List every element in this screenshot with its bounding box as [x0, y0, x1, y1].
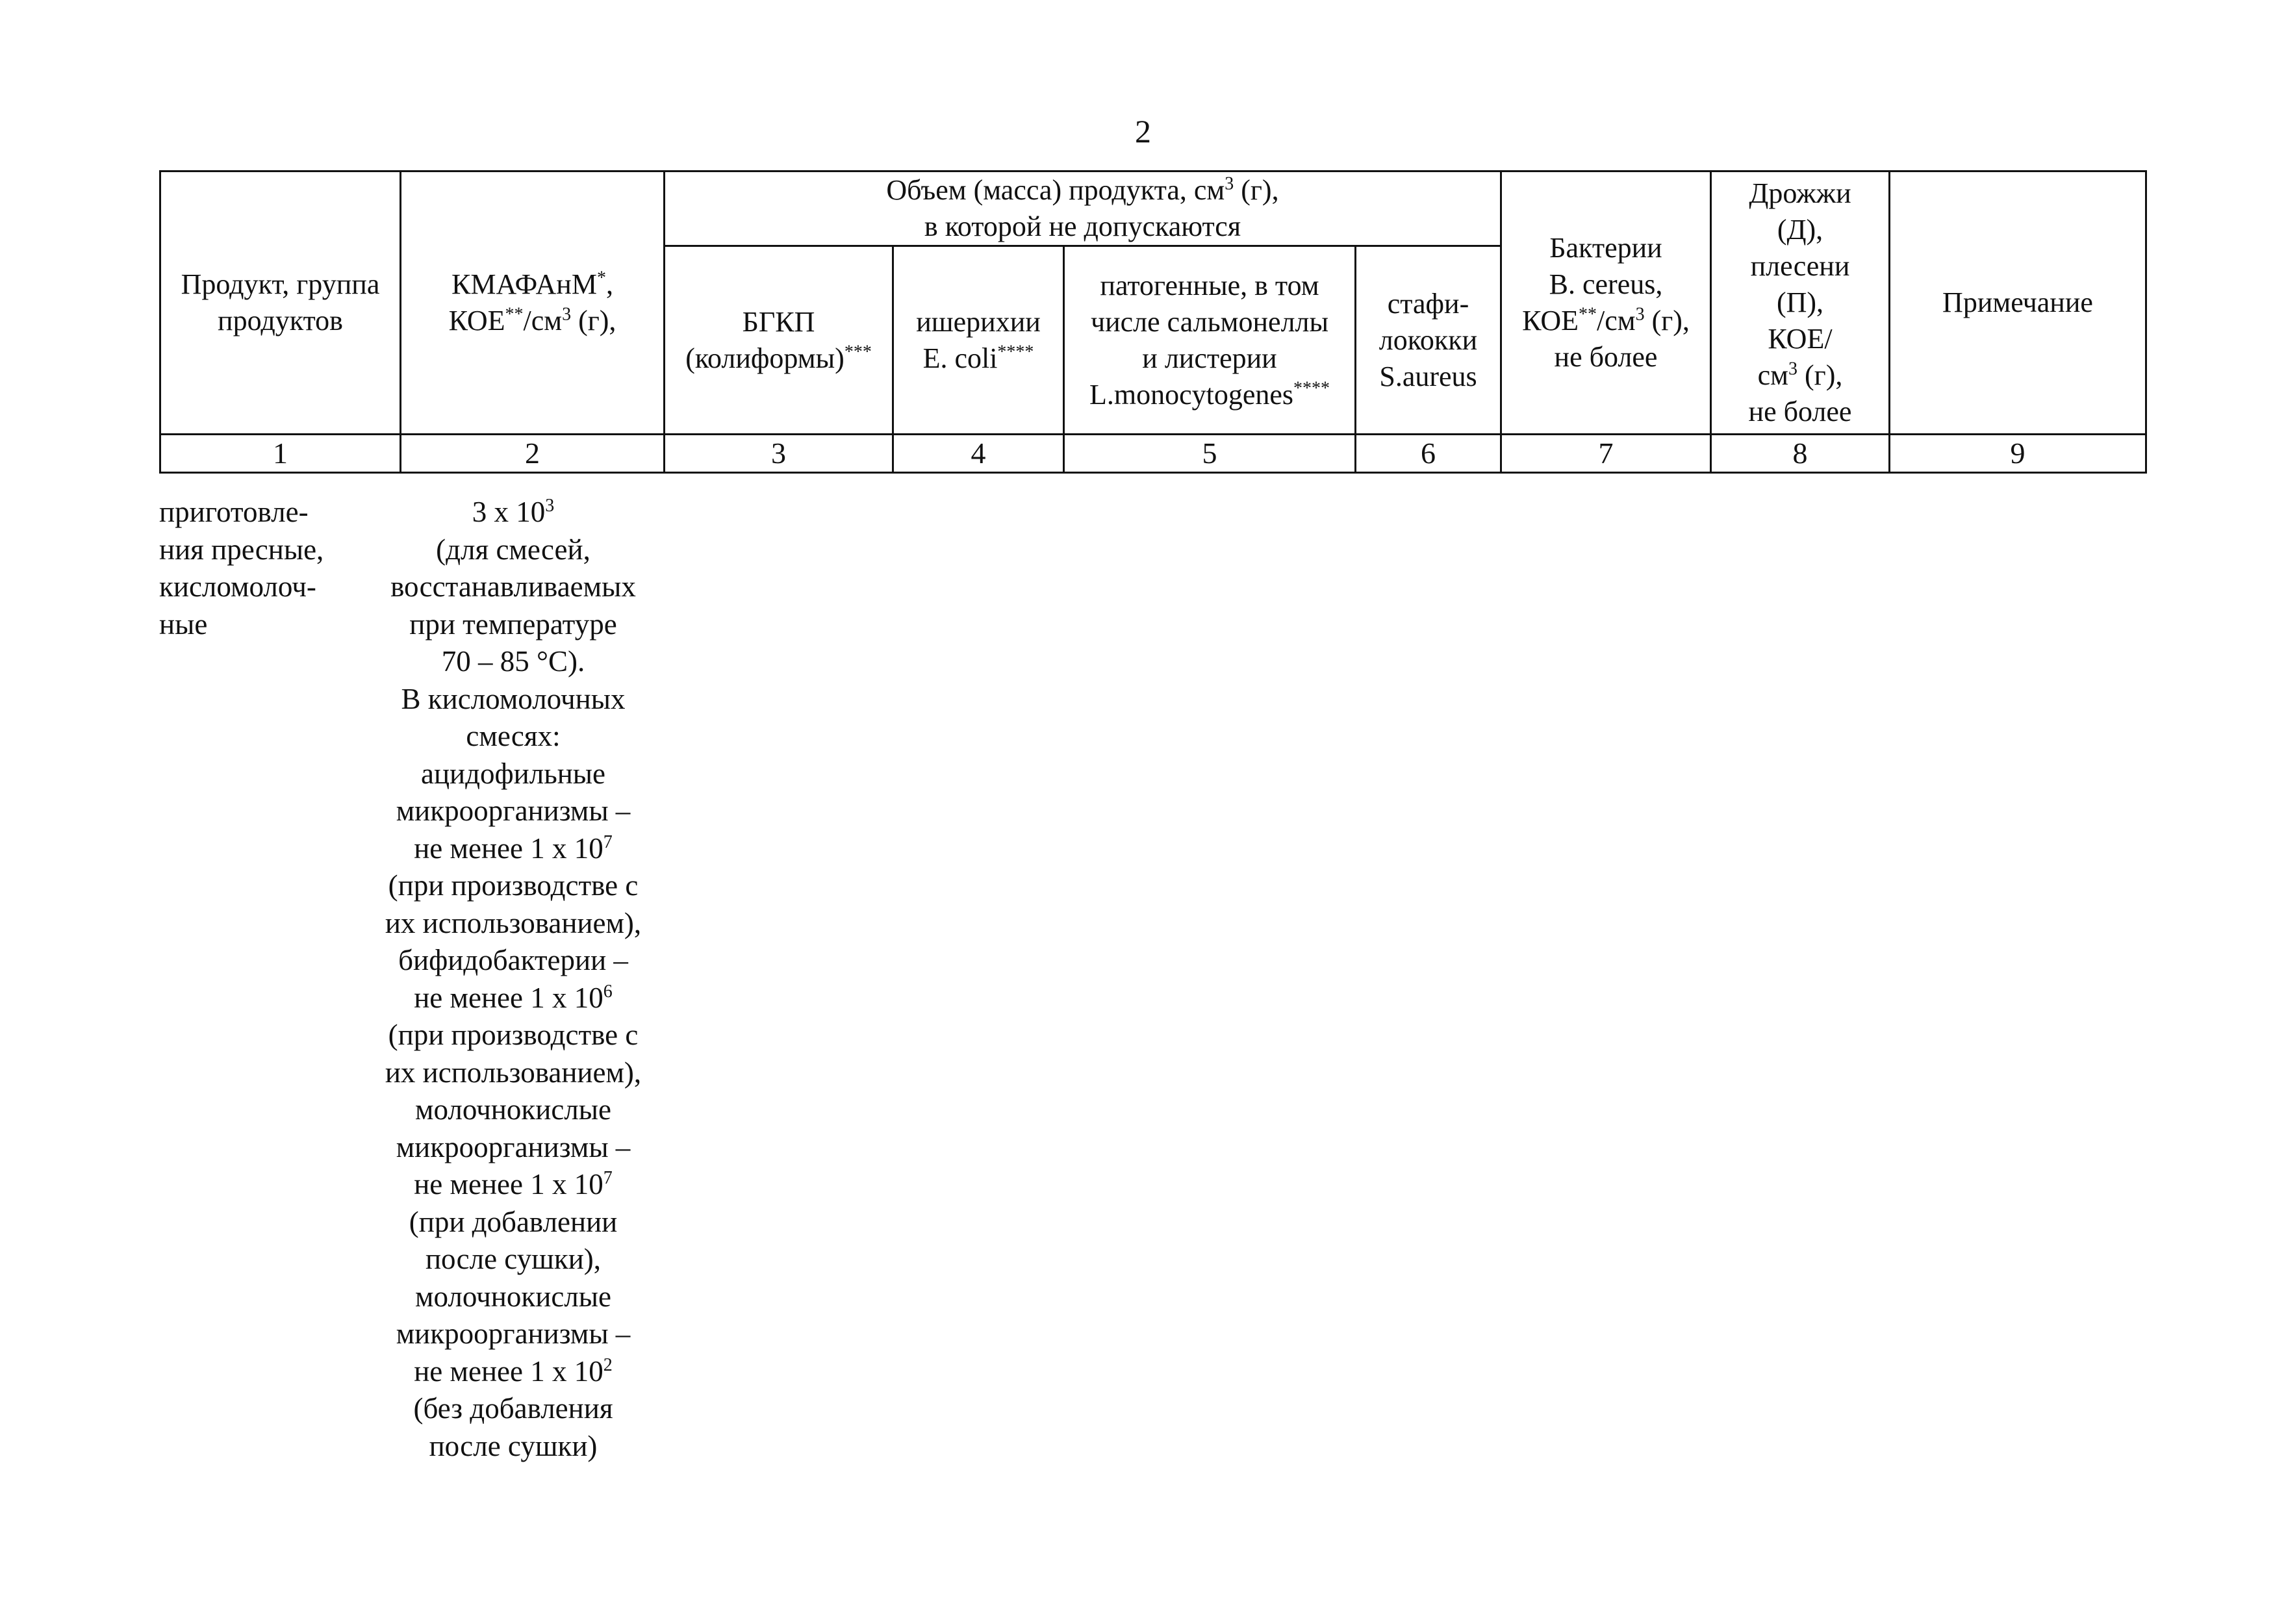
- kmafanm-text-line: при температуре: [409, 607, 617, 641]
- text-line: кисломолоч-: [159, 570, 316, 603]
- header-table: [159, 170, 2147, 474]
- kmafanm-text-line: (при добавлении: [409, 1205, 618, 1238]
- column-number: 9: [1890, 435, 2146, 473]
- header-pathogens: патогенные, в том числе сальмонеллы и листерии L.monocytogenes****: [1064, 246, 1356, 435]
- column-numbers-row: [160, 435, 2146, 473]
- page-number: 2: [1135, 113, 1151, 149]
- kmafanm-text-line: не менее 1 х $10^7$: [414, 831, 613, 865]
- kmafanm-text-line: ацидофильные: [420, 757, 606, 790]
- kmafanm-text-line: не менее 1 х $10^6$: [414, 981, 613, 1014]
- column-number: 2: [401, 435, 665, 473]
- kmafanm-text-line: микроорганизмы –: [396, 1130, 631, 1163]
- row-product-cell: [159, 494, 324, 643]
- header-staph: стафи- лококки S.aureus: [1356, 246, 1501, 435]
- kmafanm-text-line: (при производстве с: [388, 1019, 639, 1051]
- column-number: 7: [1501, 435, 1711, 473]
- kmafanm-text-line: (без добавления: [413, 1392, 613, 1425]
- column-number: 4: [893, 435, 1064, 473]
- column-number: 5: [1064, 435, 1356, 473]
- kmafanm-text-line: после сушки): [429, 1429, 598, 1462]
- kmafanm-text-line: восстанавливаемых: [390, 570, 636, 603]
- header-bgkp: БГКП (колиформы)***: [665, 246, 893, 435]
- kmafanm-text-line: смесях:: [466, 720, 561, 752]
- text-line: приготовле-: [159, 496, 309, 528]
- kmafanm-text-line: 70 – 85 °С).: [441, 645, 585, 678]
- kmafanm-text-line: их использованием),: [385, 1056, 642, 1089]
- kmafanm-text-line: (для смесей,: [436, 533, 591, 566]
- kmafanm-text-line: микроорганизмы –: [396, 794, 631, 827]
- header-bcereus: Бактерии B. cereus, $КОЕ^{**}/см^3$ (г), не более: [1501, 171, 1711, 435]
- kmafanm-text-line: микроорганизмы –: [396, 1317, 631, 1350]
- kmafanm-text-line: после сушки),: [425, 1243, 602, 1275]
- column-number: 6: [1356, 435, 1501, 473]
- column-number: 8: [1711, 435, 1890, 473]
- header-kmafanm: КМАФАнМ*, $КОЕ^{**}/см^3$ (г),: [401, 171, 665, 435]
- text-line: ные: [159, 607, 208, 641]
- text-line: ния пресные,: [159, 533, 324, 566]
- kmafanm-text-line: не менее 1 х $10^2$: [414, 1354, 613, 1388]
- kmafanm-text-line: молочнокислые: [415, 1093, 611, 1126]
- column-number: 3: [665, 435, 893, 473]
- kmafanm-text-line: не менее 1 х $10^7$: [414, 1168, 613, 1200]
- header-volume-group: Объем (масса) продукта, $см^3$ (г), в которой не допускаются: [665, 171, 1501, 246]
- kmafanm-text-line: 3 х $10^3$: [472, 496, 555, 528]
- header-ecoli: ишерихии E. coli****: [893, 246, 1064, 435]
- kmafanm-text-line: бифидобактерии –: [398, 944, 628, 976]
- row-kmafanm-cell: [364, 494, 663, 1465]
- column-number: 1: [160, 435, 401, 473]
- kmafanm-text-line: их использованием),: [385, 906, 642, 939]
- header-yeast-mold: Дрожжи (Д), плесени (П), КОЕ/ $см^3$ (г), не более: [1711, 171, 1890, 435]
- header-product: Продукт, группа продуктов: [160, 171, 401, 435]
- kmafanm-text-line: (при производстве с: [388, 869, 639, 902]
- header-note: Примечание: [1890, 171, 2146, 435]
- kmafanm-text-line: молочнокислые: [415, 1280, 611, 1313]
- kmafanm-text-line: В кисломолочных: [401, 682, 626, 715]
